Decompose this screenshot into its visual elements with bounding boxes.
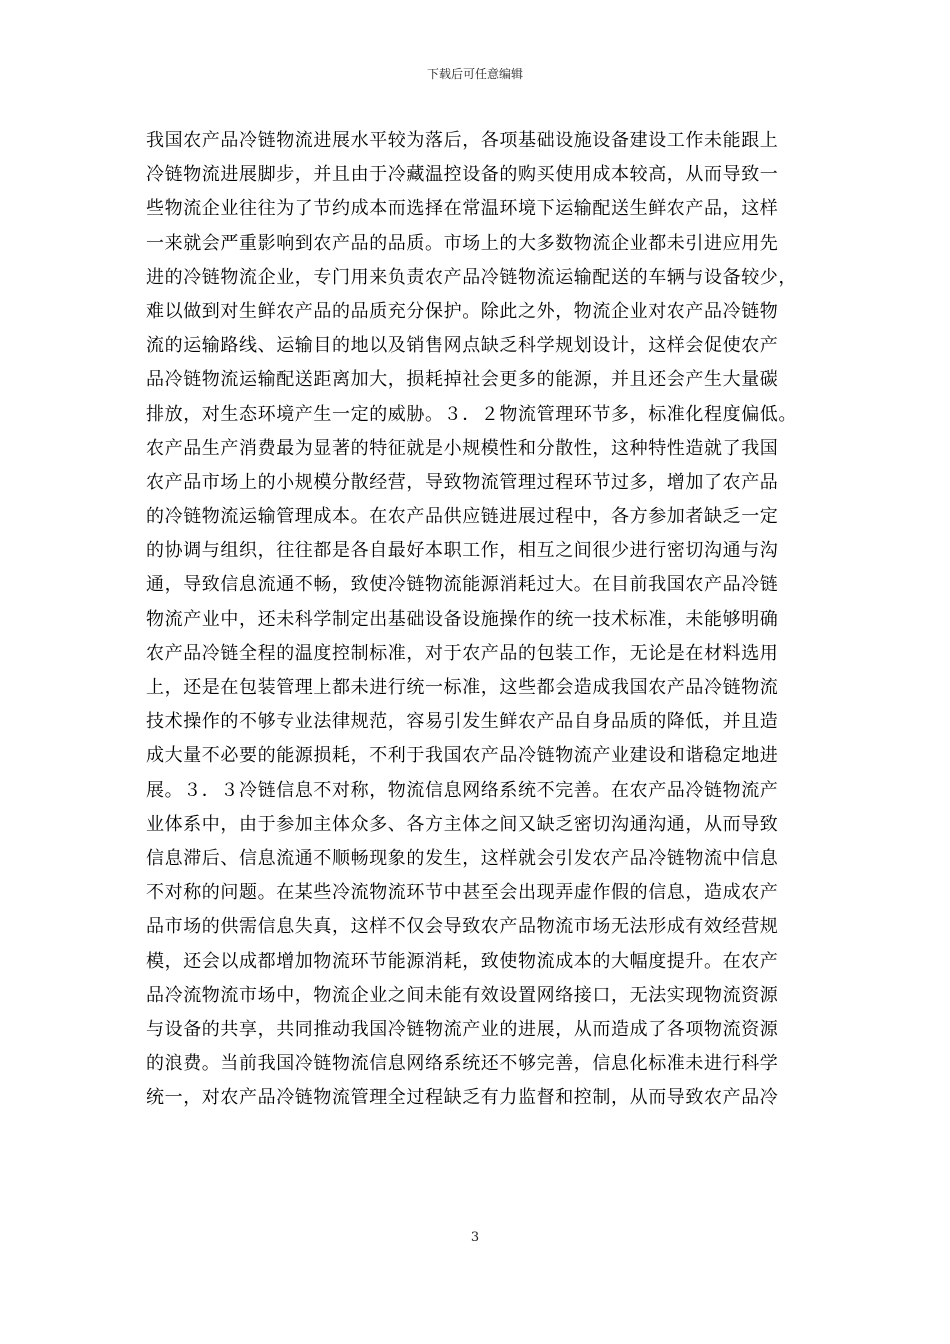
text-line: 不对称的问题。在某些冷流物流环节中甚至会出现弄虚作假的信息，造成农产 [146, 882, 779, 904]
text-line: 上，还是在包装管理上都未进行统一标准，这些都会造成我国农产品冷链物流 [146, 677, 779, 698]
text-line: 的协调与组织，往往都是各自最好本职工作，相互之间很少进行密切沟通与沟 [146, 540, 779, 562]
text-line: 技术操作的不够专业法律规范，容易引发生鲜农产品自身品质的降低，并且造 [146, 711, 779, 733]
text-line: 品冷链物流运输配送距离加大，损耗掉社会更多的能源，并且还会产生大量碳 [146, 369, 779, 391]
text-line: 排放，对生态环境产生一定的威胁。３．２物流管理环节多，标准化程度偏低。 [146, 403, 797, 425]
text-line: 农产品生产消费最为显著的特征就是小规模性和分散性，这种特性造就了我国 [146, 437, 779, 459]
page-number: 3 [470, 1230, 480, 1245]
text-line: 物流产业中，还未科学制定出基础设备设施操作的统一技术标准，未能够明确 [146, 608, 779, 630]
text-line: 与设备的共享，共同推动我国冷链物流产业的进展，从而造成了各项物流资源 [146, 1018, 779, 1040]
text-line: 流的运输路线、运输目的地以及销售网点缺乏科学规划设计，这样会促使农产 [146, 335, 779, 357]
text-line: 的冷链物流运输管理成本。在农产品供应链进展过程中，各方参加者缺乏一定 [146, 506, 779, 528]
text-line: 模，还会以成都增加物流环节能源消耗，致使物流成本的大幅度提升。在农产 [146, 950, 779, 972]
text-line: 品市场的供需信息失真，这样不仅会导致农产品物流市场无法形成有效经营规 [146, 916, 779, 938]
page-header: 下载后可任意编辑 [426, 67, 523, 81]
text-line: 展。３．３冷链信息不对称，物流信息网络系统不完善。在农产品冷链物流产 [146, 779, 779, 801]
text-line: 一来就会严重影响到农产品的品质。市场上的大多数物流企业都未引进应用先 [146, 232, 779, 254]
text-line: 品冷流物流市场中，物流企业之间未能有效设置网络接口，无法实现物流资源 [146, 984, 779, 1006]
text-line: 成大量不必要的能源损耗，不利于我国农产品冷链物流产业建设和谐稳定地进 [146, 745, 779, 767]
text-line: 的浪费。当前我国冷链物流信息网络系统还不够完善，信息化标准未进行科学 [146, 1053, 779, 1075]
text-line: 冷链物流进展脚步，并且由于冷藏温控设备的购买使用成本较高，从而导致一 [146, 164, 779, 186]
text-line: 农产品市场上的小规模分散经营，导致物流管理过程环节过多，增加了农产品 [146, 471, 779, 493]
text-line: 统一，对农产品冷链物流管理全过程缺乏有力监督和控制，从而导致农产品冷 [146, 1087, 779, 1109]
text-line: 些物流企业往往为了节约成本而选择在常温环境下运输配送生鲜农产品，这样 [146, 198, 779, 220]
text-line: 农产品冷链全程的温度控制标准，对于农产品的包装工作，无论是在材料选用 [146, 642, 779, 664]
text-line: 信息滞后、信息流通不顺畅现象的发生，这样就会引发农产品冷链物流中信息 [146, 847, 779, 869]
text-line: 难以做到对生鲜农产品的品质充分保护。除此之外，物流企业对农产品冷链物 [146, 300, 779, 322]
text-line: 通，导致信息流通不畅，致使冷链物流能源消耗过大。在目前我国农产品冷链 [146, 574, 779, 596]
text-line: 进的冷链物流企业，专门用来负责农产品冷链物流运输配送的车辆与设备较少， [146, 266, 797, 288]
body-text [146, 124, 806, 1115]
text-line: 我国农产品冷链物流进展水平较为落后，各项基础设施设备建设工作未能跟上 [146, 130, 779, 151]
text-line: 业体系中，由于参加主体众多、各方主体之间又缺乏密切沟通沟通，从而导致 [146, 813, 779, 835]
